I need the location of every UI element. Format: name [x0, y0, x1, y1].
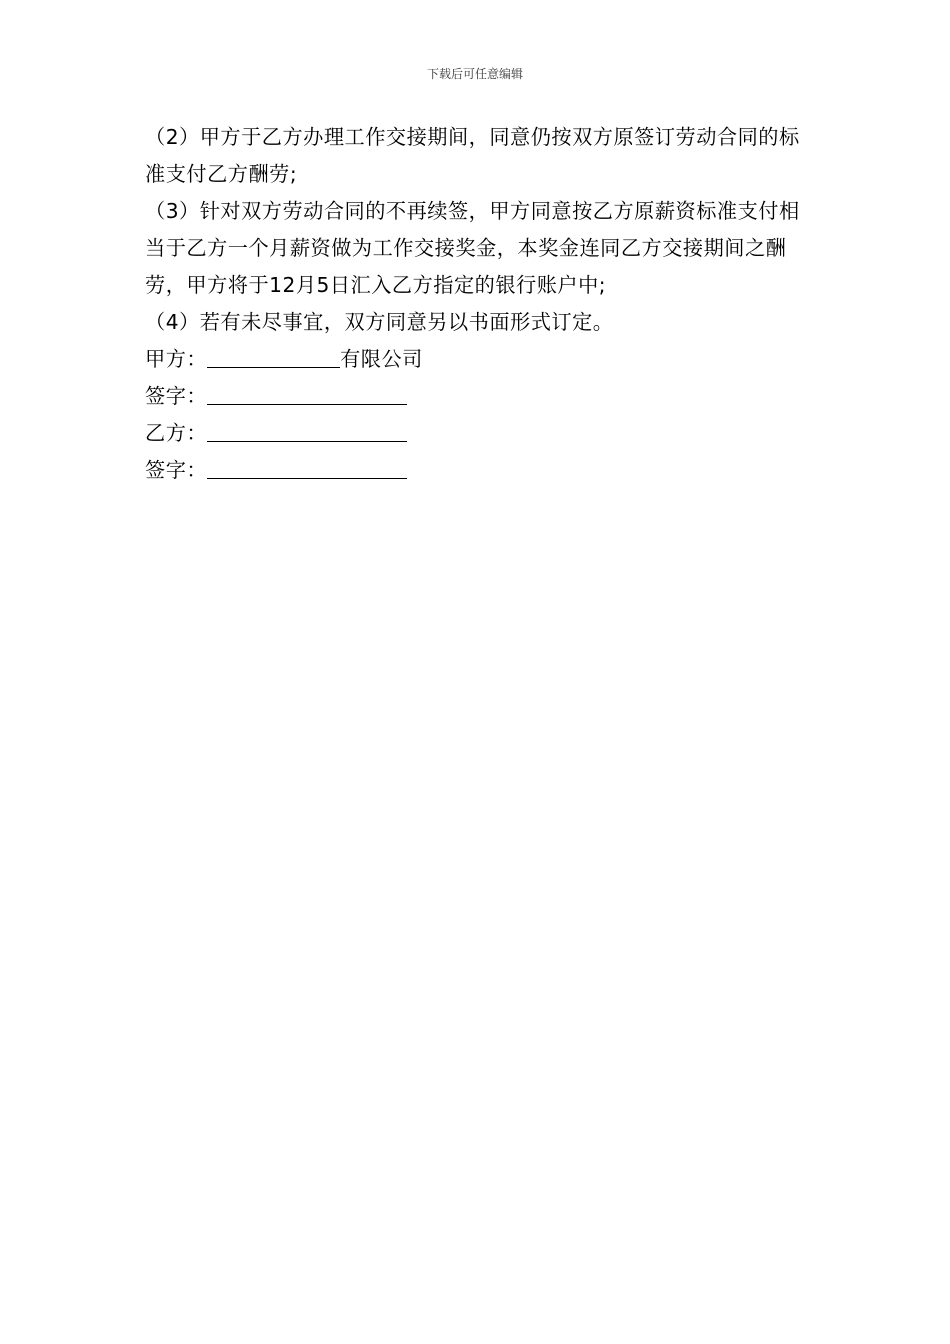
party-a-blank [207, 345, 340, 368]
clause-3: （3）针对双方劳动合同的不再续签，甲方同意按乙方原薪资标准支付相当于乙方一个月薪资做为工作交接奖金，本奖金连同乙方交接期间之酬劳，甲方将于12月5日汇入乙方指定的银行账户中; [145, 199, 800, 297]
clause-4: （4）若有未尽事宜，双方同意另以书面形式订定。 [145, 310, 614, 334]
page-header: 下载后可任意编辑 [426, 67, 523, 81]
party-a-label: 甲方： [145, 347, 208, 371]
sign-a-blank [207, 382, 407, 405]
sign-b-label: 签字： [145, 458, 208, 482]
party-a-signature-line [145, 378, 817, 415]
party-b-label: 乙方： [145, 421, 208, 445]
party-b-blank [207, 419, 407, 442]
clause-2: （2）甲方于乙方办理工作交接期间，同意仍按双方原签订劳动合同的标准支付乙方酬劳; [145, 125, 800, 186]
sign-a-label: 签字： [145, 384, 208, 408]
sign-b-blank [207, 456, 407, 479]
party-b-line [145, 415, 817, 452]
party-b-signature-line [145, 452, 817, 489]
document-body [145, 119, 817, 489]
party-a-suffix: 有限公司 [340, 347, 423, 371]
party-a-line [145, 341, 817, 378]
